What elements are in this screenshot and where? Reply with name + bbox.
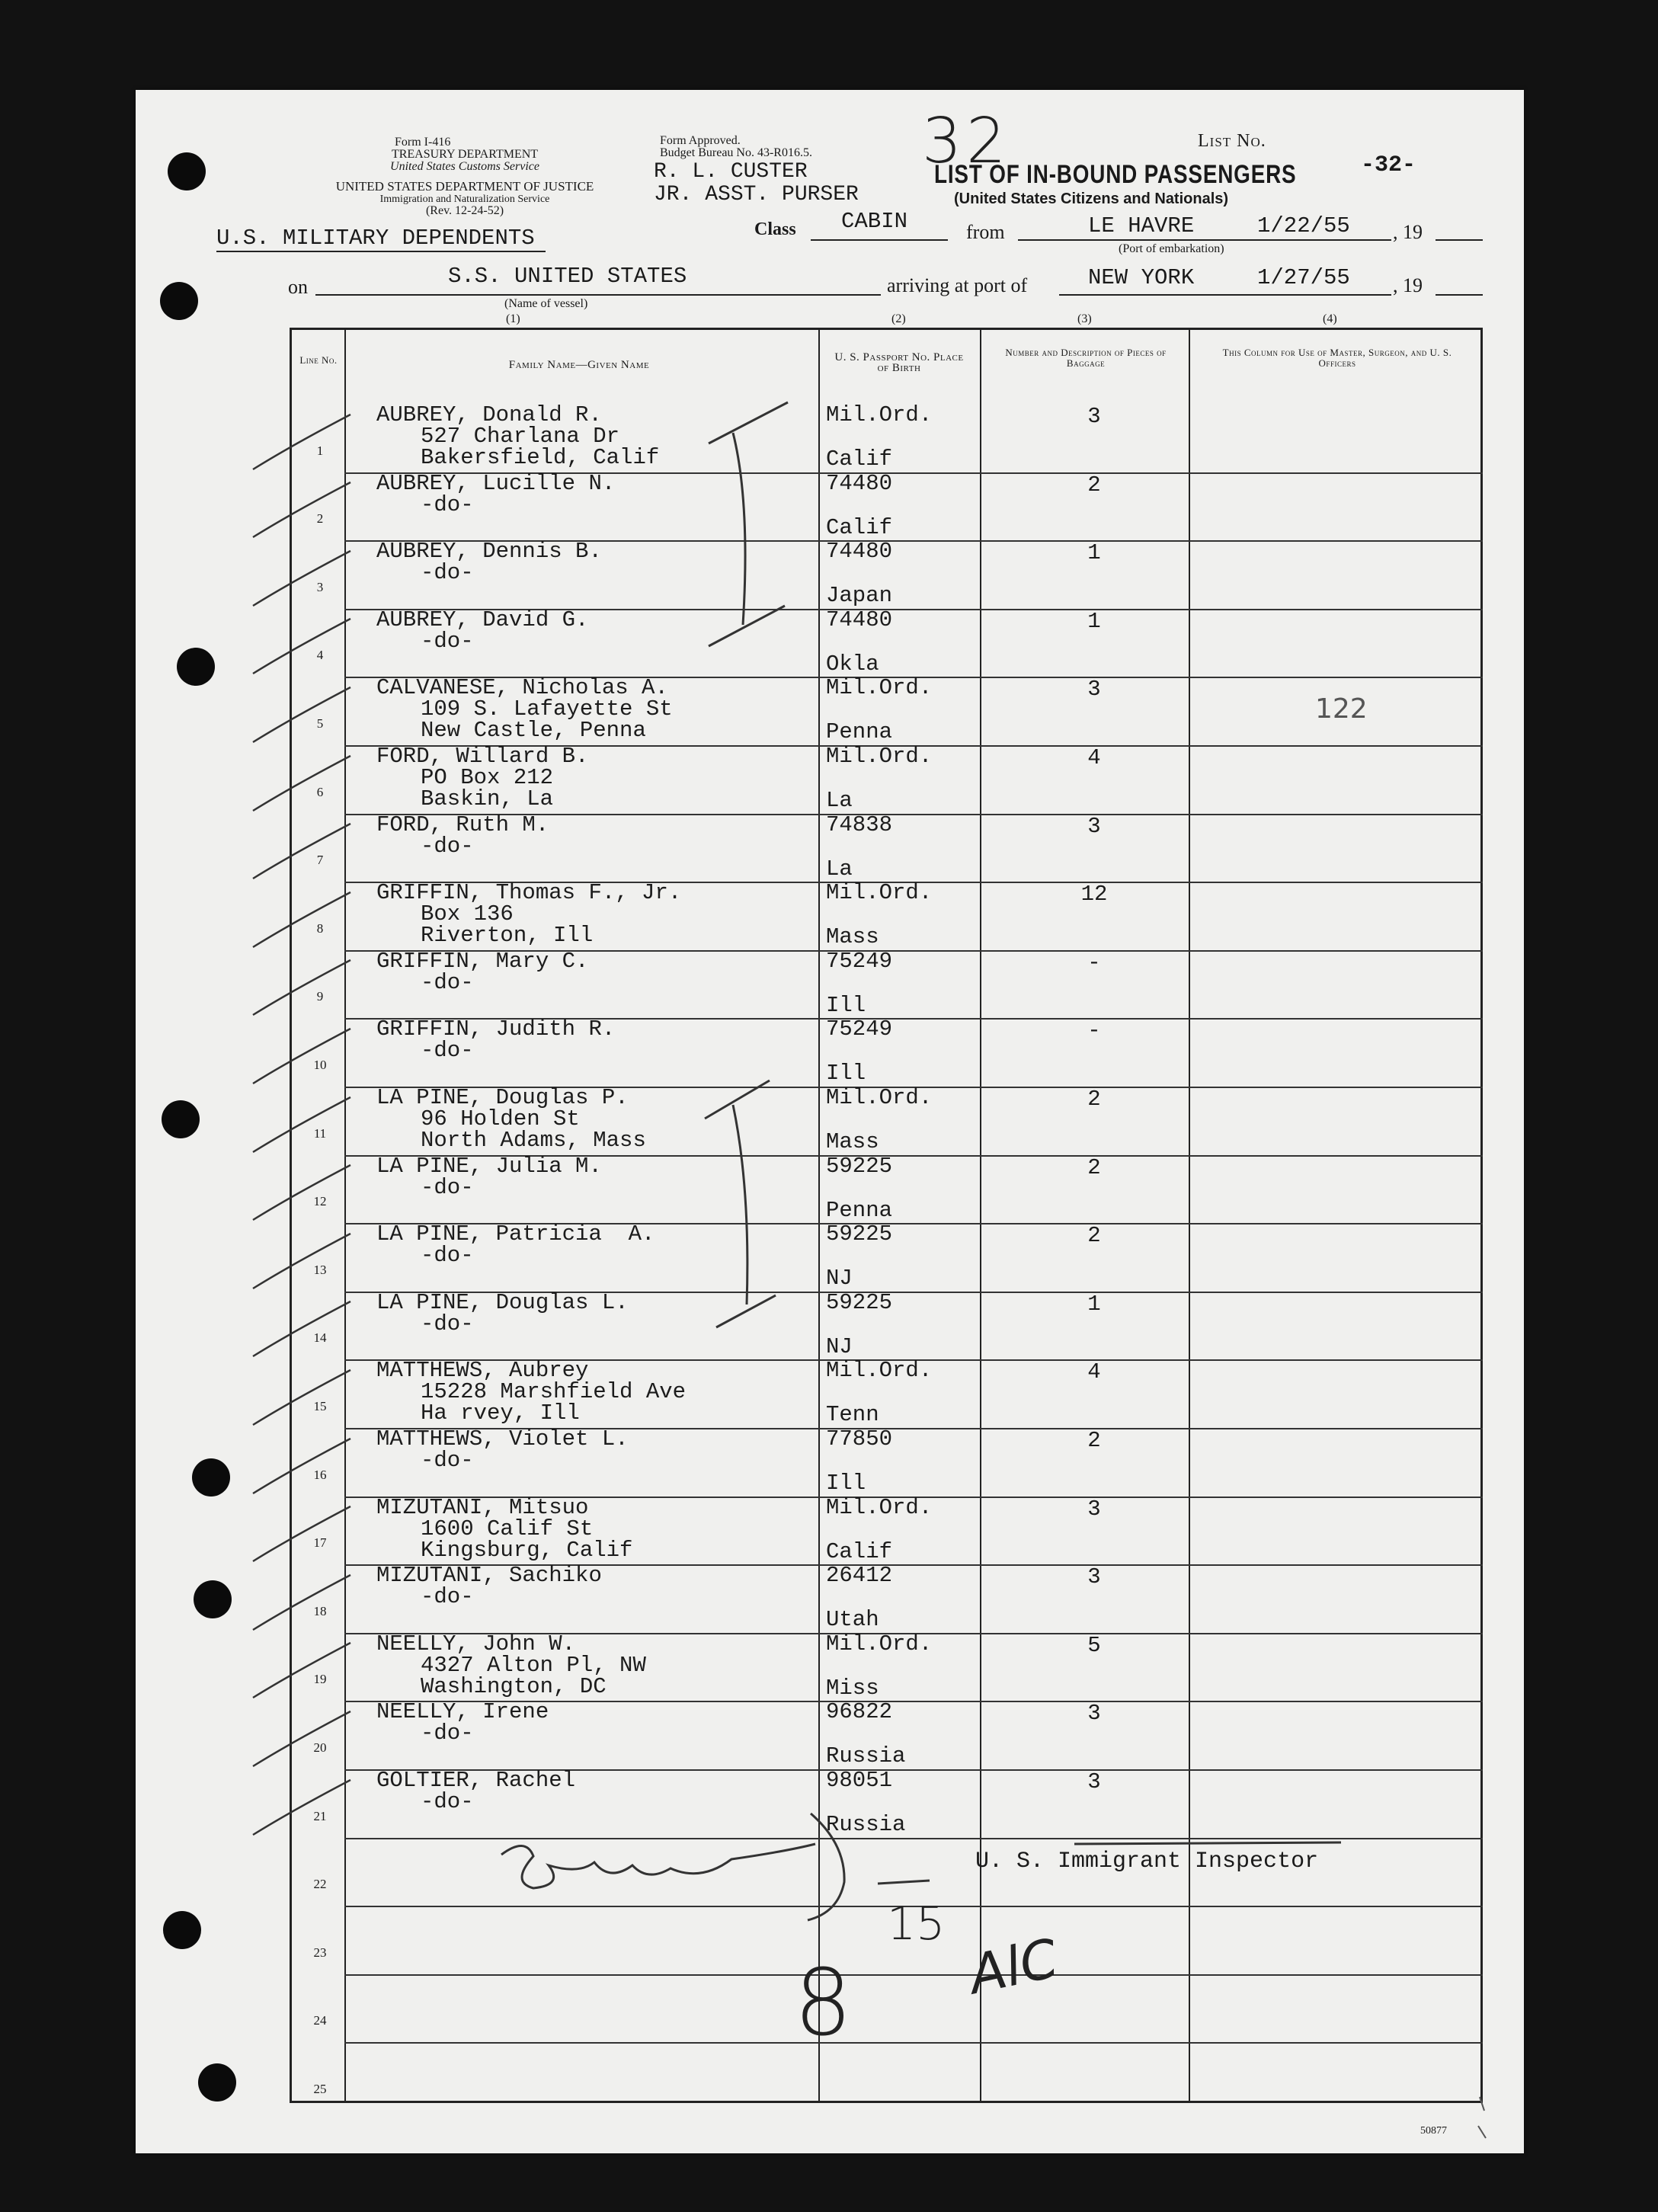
passport-number: 59225 <box>826 1289 893 1315</box>
passenger-address-line1: 1600 Calif St <box>421 1516 594 1541</box>
line-number: 2 <box>316 511 324 527</box>
passport-number: 59225 <box>826 1221 893 1247</box>
embarkation-port: LE HAVRE <box>1088 213 1195 238</box>
passenger-name: GOLTIER, Rachel <box>376 1768 576 1793</box>
place-of-birth: Ill <box>826 992 866 1018</box>
line-number: 8 <box>316 920 324 936</box>
arrival-date: 1/27/55 <box>1257 265 1350 290</box>
passport-number: 96822 <box>826 1699 893 1725</box>
place-of-birth: Utah <box>826 1607 879 1633</box>
place-of-birth: Miss <box>826 1675 879 1701</box>
passenger-name: MIZUTANI, Mitsuo <box>376 1494 589 1520</box>
passport-number: 74480 <box>826 470 893 496</box>
passenger-name: LA PINE, Patricia A. <box>376 1221 655 1247</box>
passport-number: Mil.Ord. <box>826 1631 933 1657</box>
year-label-2: , 19 <box>1393 274 1423 296</box>
baggage-count: 2 <box>1087 1087 1101 1112</box>
line-number: 24 <box>313 2013 327 2028</box>
line-number: 14 <box>313 1330 327 1346</box>
baggage-count: 1 <box>1087 608 1101 634</box>
arriving-label: arriving at port of <box>887 274 1028 296</box>
passenger-address-line1: -do- <box>421 1789 474 1814</box>
list-number: -32- <box>1361 152 1416 178</box>
passenger-address-line1: -do- <box>421 833 474 859</box>
header-line-no: Line No. <box>299 354 338 366</box>
passenger-address-line2: Kingsburg, Calif <box>421 1537 633 1563</box>
line-number: 3 <box>316 579 324 594</box>
place-of-birth: La <box>826 788 853 813</box>
line-number: 4 <box>316 648 324 663</box>
line-number: 9 <box>316 989 324 1004</box>
place-of-birth: Russia <box>826 1812 906 1837</box>
passport-number: 74838 <box>826 811 893 837</box>
handwritten-initials: AlC <box>963 1926 1064 2007</box>
line-number: 12 <box>313 1194 327 1209</box>
passport-number: 77850 <box>826 1426 893 1452</box>
customs-service: United States Customs Service <box>390 160 539 173</box>
line-number: 15 <box>313 1399 327 1413</box>
print-code: 50877 <box>1420 2125 1447 2137</box>
passport-number: 75249 <box>826 948 893 974</box>
passport-number: Mil.Ord. <box>826 402 933 427</box>
place-of-birth: Calif <box>826 514 893 540</box>
purser-title: JR. ASST. PURSER <box>654 183 859 206</box>
place-of-birth: Calif <box>826 447 893 472</box>
passenger-name: NEELLY, Irene <box>376 1699 549 1725</box>
passport-number: 59225 <box>826 1153 893 1179</box>
passenger-address-line1: -do- <box>421 1448 474 1473</box>
line-number: 1 <box>316 443 324 458</box>
passenger-name: MATTHEWS, Violet L. <box>376 1426 629 1452</box>
passport-number: 74480 <box>826 607 893 632</box>
passenger-name: MATTHEWS, Aubrey <box>376 1358 589 1384</box>
arrival-port: NEW YORK <box>1088 265 1195 290</box>
header-passport: U. S. Passport No. Place of Birth <box>834 351 964 374</box>
passenger-group: U.S. MILITARY DEPENDENTS <box>216 226 546 252</box>
column-number-3: (3) <box>1077 312 1092 325</box>
passenger-address-line1: -do- <box>421 969 474 995</box>
passenger-address-line1: -do- <box>421 1721 474 1746</box>
passenger-name: FORD, Willard B. <box>376 744 589 769</box>
passport-number: Mil.Ord. <box>826 1358 933 1384</box>
place-of-birth: Ill <box>826 1471 866 1496</box>
year-label: , 19 <box>1393 221 1423 243</box>
place-of-birth: Calif <box>826 1538 893 1564</box>
place-of-birth: Japan <box>826 583 893 609</box>
line-number: 5 <box>316 716 324 731</box>
passenger-address-line1: -do- <box>421 1038 474 1064</box>
passenger-address-line1: Box 136 <box>421 901 514 927</box>
form-subtitle: (United States Citizens and Nationals) <box>954 190 1229 207</box>
line-number: 25 <box>313 2082 327 2096</box>
header-family-name: Family Name—Given Name <box>508 359 650 371</box>
purser-name: R. L. CUSTER <box>654 160 808 184</box>
passenger-name: GRIFFIN, Mary C. <box>376 948 589 974</box>
line-number: 6 <box>316 784 324 799</box>
place-of-birth: Tenn <box>826 1402 879 1428</box>
handwritten-tally: 15 <box>887 1897 946 1951</box>
passenger-name: LA PINE, Douglas L. <box>376 1289 629 1315</box>
place-of-birth: Russia <box>826 1743 906 1769</box>
baggage-count: 3 <box>1087 1564 1101 1590</box>
baggage-count: 3 <box>1087 1701 1101 1727</box>
passenger-name: GRIFFIN, Thomas F., Jr. <box>376 880 682 906</box>
vessel-caption: (Name of vessel) <box>504 297 588 310</box>
passenger-address-line2: Riverton, Ill <box>421 923 594 949</box>
officer-note: 122 <box>1315 693 1368 725</box>
passport-number: Mil.Ord. <box>826 675 933 701</box>
place-of-birth: NJ <box>826 1266 853 1292</box>
passenger-address-line1: 109 S. Lafayette St <box>421 696 673 722</box>
passenger-address-line2: North Adams, Mass <box>421 1128 646 1153</box>
place-of-birth: NJ <box>826 1333 853 1359</box>
passport-number: 26412 <box>826 1563 893 1589</box>
passenger-name: MIZUTANI, Sachiko <box>376 1563 602 1589</box>
form-number: Form I-416 <box>395 136 451 149</box>
form-approved: Form Approved. <box>660 134 741 147</box>
passenger-address-line1: -do- <box>421 560 474 586</box>
place-of-birth: Mass <box>826 1129 879 1154</box>
port-caption: (Port of embarkation) <box>1119 242 1224 255</box>
embarkation-date: 1/22/55 <box>1257 213 1350 238</box>
baggage-count: 3 <box>1087 813 1101 839</box>
passenger-name: AUBREY, Donald R. <box>376 402 602 427</box>
passenger-name: CALVANESE, Nicholas A. <box>376 675 668 701</box>
passenger-name: LA PINE, Julia M. <box>376 1153 602 1179</box>
passenger-name: GRIFFIN, Judith R. <box>376 1016 616 1042</box>
class-value: CABIN <box>841 209 908 234</box>
baggage-count: - <box>1087 1018 1101 1044</box>
baggage-count: 1 <box>1087 540 1101 566</box>
passport-number: Mil.Ord. <box>826 1494 933 1520</box>
line-number: 13 <box>313 1262 327 1277</box>
passenger-address-line2: Baskin, La <box>421 786 554 811</box>
treasury-dept: TREASURY DEPARTMENT <box>391 148 539 161</box>
passenger-address-line1: -do- <box>421 1174 474 1200</box>
baggage-count: 5 <box>1087 1632 1101 1658</box>
place-of-birth: Penna <box>826 719 893 745</box>
line-number: 18 <box>313 1603 327 1618</box>
revision-date: (Rev. 12-24-52) <box>425 204 504 217</box>
passenger-address-line1: PO Box 212 <box>421 765 554 790</box>
list-no-label: List No. <box>1198 131 1266 151</box>
passenger-name: LA PINE, Douglas P. <box>376 1085 629 1110</box>
place-of-birth: La <box>826 856 853 882</box>
baggage-count: 2 <box>1087 1428 1101 1453</box>
passenger-address-line1: 527 Charlana Dr <box>421 424 620 449</box>
inspector-label: U. S. Immigrant Inspector <box>975 1849 1319 1874</box>
place-of-birth: Mass <box>826 924 879 950</box>
column-number-2: (2) <box>891 312 906 325</box>
class-label: Class <box>754 219 796 239</box>
passenger-address-line1: -do- <box>421 628 474 654</box>
line-number: 16 <box>313 1467 327 1482</box>
line-number: 7 <box>316 853 324 868</box>
place-of-birth: Penna <box>826 1197 893 1223</box>
baggage-count: 1 <box>1087 1291 1101 1317</box>
baggage-count: 2 <box>1087 472 1101 498</box>
ins-service: Immigration and Naturalization Service <box>379 194 550 205</box>
baggage-count: 12 <box>1080 882 1108 908</box>
baggage-count: 4 <box>1087 1359 1101 1385</box>
passport-number: Mil.Ord. <box>826 880 933 906</box>
baggage-count: 4 <box>1087 745 1101 770</box>
passenger-name: AUBREY, David G. <box>376 607 589 632</box>
baggage-count: 3 <box>1087 1496 1101 1522</box>
passenger-address-line1: 15228 Marshfield Ave <box>421 1379 687 1405</box>
passenger-address-line2: Bakersfield, Calif <box>421 445 660 470</box>
budget-bureau: Budget Bureau No. 43-R016.5. <box>660 146 812 159</box>
passenger-address-line1: 96 Holden St <box>421 1106 580 1132</box>
line-number: 10 <box>313 1058 327 1072</box>
passenger-address-line2: Washington, DC <box>421 1673 607 1699</box>
line-number: 23 <box>313 1945 327 1960</box>
column-number-4: (4) <box>1323 312 1337 325</box>
passenger-address-line2: New Castle, Penna <box>421 718 646 744</box>
passenger-name: NEELLY, John W. <box>376 1631 576 1657</box>
form-title: LIST OF IN-BOUND PASSENGERS <box>934 160 1297 189</box>
passenger-address-line1: -do- <box>421 491 474 517</box>
column-number-1: (1) <box>506 312 520 325</box>
baggage-count: 3 <box>1087 404 1101 429</box>
handwritten-eight: 8 <box>794 1951 853 2057</box>
baggage-count: - <box>1087 949 1101 975</box>
passenger-address-line1: -do- <box>421 1311 474 1336</box>
passport-number: 98051 <box>826 1768 893 1793</box>
baggage-count: 3 <box>1087 677 1101 703</box>
line-number: 22 <box>313 1877 327 1892</box>
passport-number: 75249 <box>826 1016 893 1042</box>
passenger-address-line1: -do- <box>421 1243 474 1269</box>
passenger-address-line2: Ha rvey, Ill <box>421 1401 580 1426</box>
passport-number: Mil.Ord. <box>826 1085 933 1110</box>
line-number: 21 <box>313 1808 327 1823</box>
passenger-address-line1: 4327 Alton Pl, NW <box>421 1652 646 1678</box>
baggage-count: 2 <box>1087 1154 1101 1180</box>
line-number: 17 <box>313 1535 327 1551</box>
passenger-name: AUBREY, Lucille N. <box>376 470 616 496</box>
place-of-birth: Okla <box>826 651 879 677</box>
baggage-count: 3 <box>1087 1769 1101 1794</box>
justice-dept: UNITED STATES DEPARTMENT OF JUSTICE <box>335 179 594 194</box>
from-label: from <box>966 221 1005 243</box>
passenger-address-line1: -do- <box>421 1584 474 1610</box>
vessel-name: S.S. UNITED STATES <box>448 264 687 289</box>
baggage-count: 2 <box>1087 1223 1101 1249</box>
passport-number: 74480 <box>826 539 893 565</box>
header-officers-use: This Column for Use of Master, Surgeon, and U. S. Officers <box>1222 347 1452 369</box>
handwritten-sheet-number: 32 <box>922 105 1011 178</box>
passport-number: Mil.Ord. <box>826 744 933 769</box>
passenger-name: AUBREY, Dennis B. <box>376 539 602 565</box>
passenger-name: FORD, Ruth M. <box>376 811 549 837</box>
line-number: 19 <box>313 1672 327 1687</box>
on-label: on <box>288 276 308 298</box>
line-number: 20 <box>313 1740 327 1755</box>
place-of-birth: Ill <box>826 1061 866 1087</box>
header-baggage: Number and Description of Pieces of Baggage <box>1005 347 1167 369</box>
line-number: 11 <box>313 1125 327 1141</box>
